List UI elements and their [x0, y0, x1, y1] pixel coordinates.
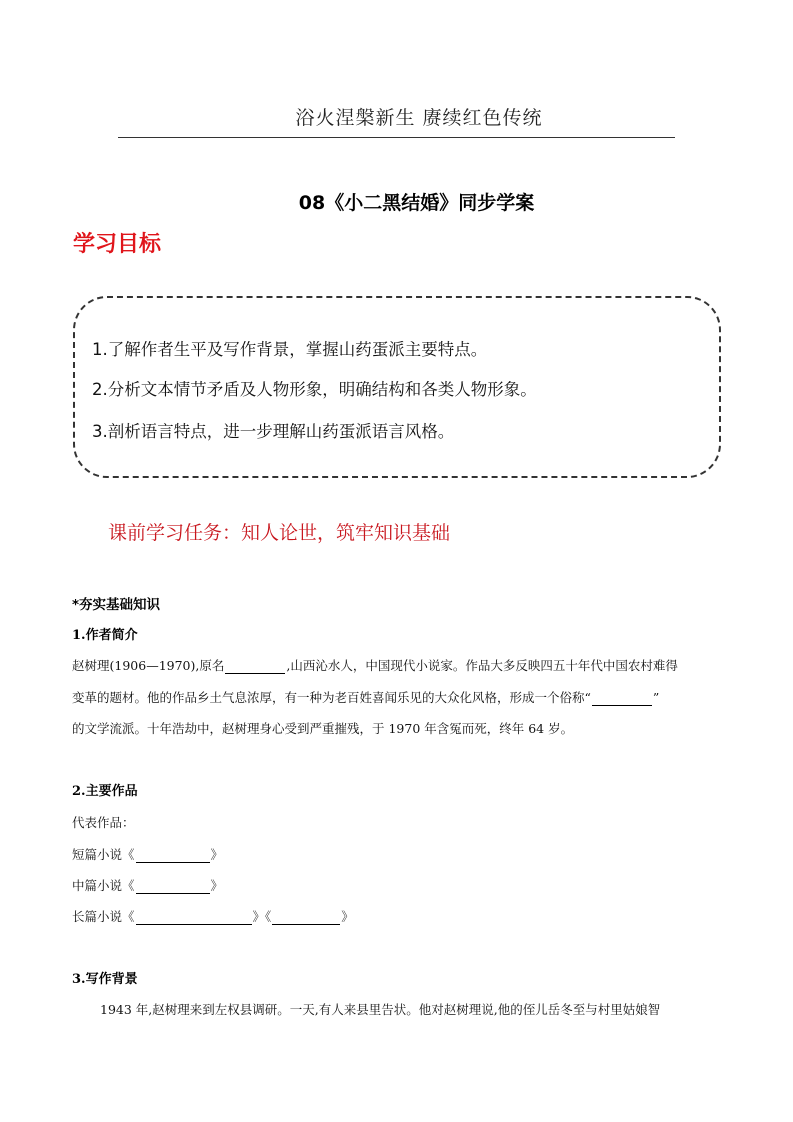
- fill-in-blank[interactable]: [592, 690, 652, 706]
- works-label: 长篇小说《: [72, 909, 135, 924]
- foundation-heading: *夯实基础知识: [72, 597, 161, 613]
- author-text: ”: [652, 690, 660, 705]
- works-label: 中篇小说《: [72, 878, 135, 893]
- works-novel: [72, 907, 354, 925]
- works-novella: [72, 876, 223, 894]
- author-paragraph-line: [72, 656, 678, 674]
- objectives-heading: 学习目标: [73, 232, 162, 257]
- page-header: 浴火涅槃新生 赓续红色传统: [295, 107, 543, 129]
- fill-in-blank[interactable]: [136, 847, 210, 863]
- works-label: 短篇小说《: [72, 847, 135, 862]
- author-paragraph-line: [72, 688, 659, 706]
- objective-number: 2.: [92, 380, 108, 399]
- fill-in-blank[interactable]: [272, 909, 340, 925]
- objective-item: [92, 376, 537, 400]
- author-text: ,山西沁水人，中国现代小说家。作品大多反映四五十年代中国农村难得: [286, 658, 678, 673]
- fill-in-blank[interactable]: [136, 909, 252, 925]
- works-label: 》: [341, 909, 354, 924]
- pre-class-task-heading: 课前学习任务：知人论世，筑牢知识基础: [108, 522, 451, 544]
- objective-item: [92, 418, 454, 442]
- fill-in-blank[interactable]: [136, 878, 210, 894]
- objective-number: 3.: [92, 422, 108, 441]
- objective-text: 剖析语言特点，进一步理解山药蛋派语言风格。: [107, 422, 455, 441]
- fill-in-blank[interactable]: [225, 658, 285, 674]
- objective-item: [92, 336, 487, 360]
- author-heading: 1.作者简介: [72, 628, 138, 643]
- works-label: 》: [210, 878, 224, 893]
- works-label: 》《: [252, 909, 272, 924]
- works-short-story: [72, 845, 223, 863]
- works-label: 》: [210, 847, 224, 862]
- header-divider: [118, 137, 675, 138]
- objective-text: 分析文本情节矛盾及人物形象，明确结构和各类人物形象。: [107, 380, 537, 399]
- author-text: 变革的题材。他的作品乡土气息浓厚，有一种为老百姓喜闻乐见的大众化风格，形成一个俗称“: [72, 690, 591, 705]
- background-paragraph: 1943 年,赵树理来到左权县调研。一天,有人来县里告状。他对赵树理说,他的侄儿岳冬至与村里姑娘智: [100, 1002, 661, 1017]
- document-title: 08《小二黑结婚》同步学案: [298, 192, 535, 214]
- objective-text: 了解作者生平及写作背景，掌握山药蛋派主要特点。: [107, 340, 488, 359]
- author-paragraph-line: 的文学流派。十年浩劫中，赵树理身心受到严重摧残，于 1970 年含冤而死，终年 64 岁。: [72, 721, 574, 736]
- works-heading: 2.主要作品: [72, 784, 138, 799]
- works-intro: 代表作品：: [72, 815, 135, 830]
- author-text: 赵树理(1906—1970),原名: [72, 658, 225, 673]
- objective-number: 1.: [92, 340, 108, 359]
- background-heading: 3.写作背景: [72, 972, 138, 987]
